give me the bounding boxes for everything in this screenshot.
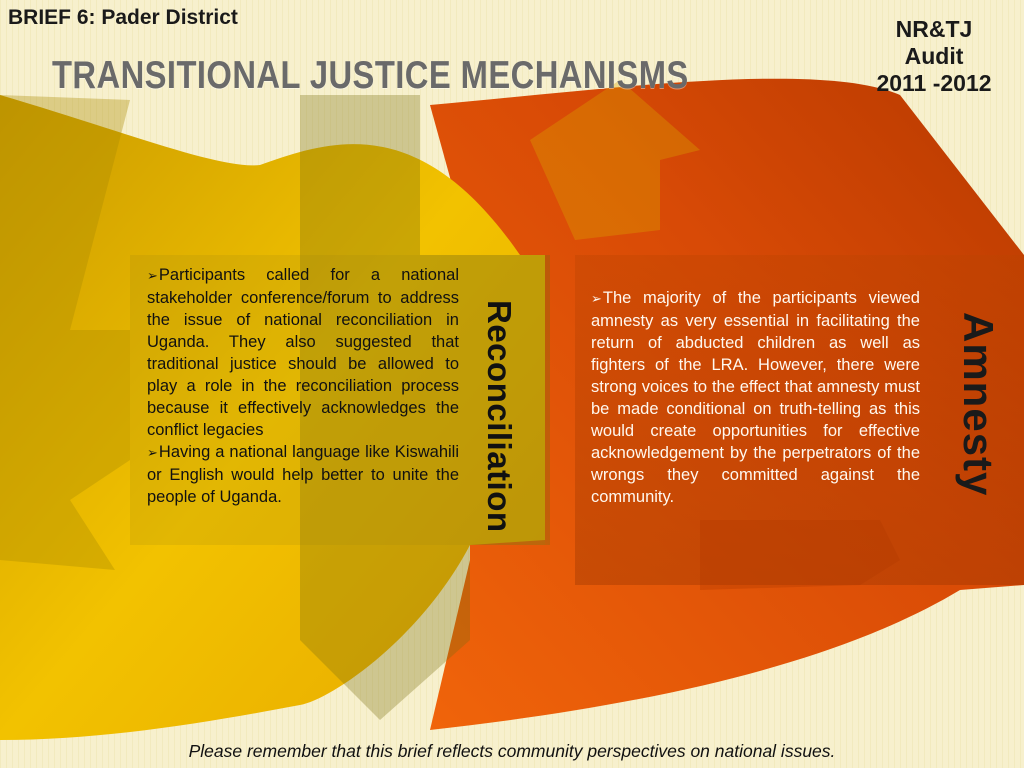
bullet-text: Having a national language like Kiswahili or English would help better to unite the people of Uganda.	[147, 443, 459, 506]
slide-title: TRANSITIONAL JUSTICE MECHANISMS	[52, 54, 689, 97]
audit-label	[852, 16, 1016, 97]
audit-line: 2011 -2012	[876, 70, 992, 96]
list-item	[147, 264, 459, 441]
bullet-text: The majority of the participants viewed amnesty as very essential in facilitating the return of abducted children as well as fighters of the LRA. However, there were strong voices to the effect that amnesty must be made conditional on truth-telling as this would create opportunities for effective acknowledgement by the perpetrators of the wrongs they committed against the community.	[591, 289, 920, 506]
arrow-bullet-icon: ➢	[591, 291, 602, 306]
list-item	[591, 287, 920, 508]
list-item	[147, 441, 459, 508]
arrow-bullet-icon: ➢	[147, 445, 158, 460]
footer-note: Please remember that this brief reflects community perspectives on national issues.	[188, 741, 836, 761]
amnesty-text	[591, 287, 920, 508]
amnesty-heading: Amnesty	[955, 312, 1002, 497]
arrow-bullet-icon: ➢	[147, 268, 158, 283]
audit-line: Audit	[904, 43, 964, 69]
bullet-text: Participants called for a national stakeholder conference/forum to address the issue of national reconciliation in Uganda. They also suggested that traditional justice should be allowed to play a role in the reconciliation process because it effectively acknowledges the conflict legacies	[147, 266, 459, 439]
audit-line: NR&TJ	[895, 16, 973, 42]
reconciliation-text	[147, 264, 459, 508]
reconciliation-heading: Reconciliation	[481, 300, 518, 533]
brief-label: BRIEF 6: Pader District	[8, 6, 238, 29]
